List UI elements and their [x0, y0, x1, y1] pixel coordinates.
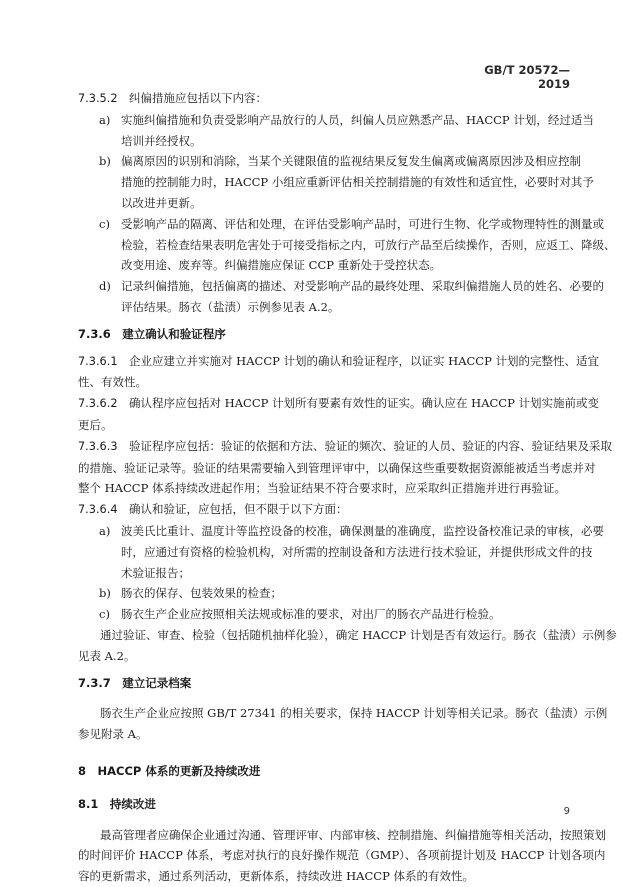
paragraph-line: 见表 A.2。 [78, 648, 136, 663]
list-marker: a) [99, 112, 111, 127]
paragraph-line: 最高管理者应确保企业通过沟通、管理评审、内部审核、控制措施、纠偏措施等相关活动，按照策划 [100, 827, 606, 842]
clause-continuation: 更后。 [78, 417, 113, 432]
chapter-heading-8 [78, 761, 570, 782]
section-heading-7-3-6 [78, 324, 570, 345]
list-item-line: 改变用途、废弃等。纠偏措施应保证 CCP 重新处于受控状态。 [121, 258, 442, 273]
clause-text: 企业应建立并实施对 HACCP 计划的确认和验证程序，以证实 HACCP 计划的完整性、适宜 [129, 353, 599, 368]
clause-text: 确认程序应包括对 HACCP 计划所有要素有效性的证实。确认应在 HACCP 计划实施前或变 [129, 396, 599, 411]
section-title: 持续改进 [109, 796, 156, 811]
list-item-a [78, 110, 594, 152]
section-title: 建立记录档案 [122, 675, 192, 690]
paragraph-line: 的时间评价 HACCP 体系，考虑对执行的良好操作规范（GMP）、各项前提计划及 HACCP 计划各项内 [78, 848, 606, 863]
section-title: HACCP 体系的更新及持续改进 [97, 763, 261, 778]
page-number: 9 [563, 806, 570, 817]
list-marker: a) [99, 523, 111, 538]
clause-text: 验证程序应包括：验证的依据和方法、验证的频次、验证的人员、验证的内容、验证结果及采取 [129, 438, 613, 453]
clause-number: 7.3.6.4 [78, 503, 118, 517]
paragraph-line: 肠衣生产企业应按照 GB/T 27341 的相关要求，保持 HACCP 计划等相关记录。肠衣（盐渍）示例 [100, 706, 608, 721]
list-marker: c) [99, 607, 110, 622]
list-item-line: 时，应通过有资格的检验机构，对所需的控制设备和方法进行技术验证，并提供形成文件的技 [121, 544, 593, 559]
list-marker: b) [99, 154, 111, 169]
section-number: 8.1 [78, 796, 99, 811]
clause-text: 纠偏措施应包括以下内容： [129, 91, 268, 105]
list-item-line: 以改进并更新。 [121, 195, 202, 210]
list-item-line: 记录纠偏措施，包括偏离的描述、对受影响产品的最终处理、采取纠偏措施人员的姓名、必要的 [121, 279, 604, 294]
clause-7-3-6-4 [78, 499, 570, 521]
list-marker: c) [99, 216, 110, 231]
list-item-line: 评估结果。肠衣（盐渍）示例参见表 A.2。 [121, 299, 340, 314]
clause-continuation: 整个 HACCP 体系持续改进起作用；当验证结果不符合要求时，应采取纠正措施并进行再验证。 [78, 481, 566, 496]
clause-continuation: 的措施、验证记录等。验证的结果需要输入到管理评审中，以确保这些重要数据资源能被适当考虑并对 [78, 460, 596, 475]
paragraph-line: 通过验证、审查、检验（包括随机抽样化验），确定 HACCP 计划是否有效运行。肠衣（盐渍）示例参 [100, 627, 617, 642]
section-number: 7.3.6 [78, 326, 111, 341]
section-number: 7.3.7 [78, 675, 111, 690]
paragraph-line: 容的更新需求，通过系列活动，更新体系，持续改进 HACCP 体系的有效性。 [78, 869, 474, 884]
list-item-a [78, 521, 604, 583]
list-item-line: 波美氏比重计、温度计等监控设备的校准，确保测量的准确度，监控设备校准记录的审核，必要 [121, 523, 604, 538]
list-item-line: 肠衣生产企业应按照相关法规或标准的要求，对出厂的肠衣产品进行检验。 [121, 607, 501, 622]
list-item-c [78, 604, 570, 625]
section-heading-8-1 [78, 794, 570, 815]
page-body [78, 88, 617, 887]
list-item-line: 培训并经授权。 [121, 133, 202, 148]
section-heading-7-3-7 [78, 673, 570, 694]
clause-7-3-5-2-intro [78, 88, 570, 110]
clause-continuation: 性、有效性。 [78, 375, 147, 390]
clause-number: 7.3.6.3 [78, 439, 118, 453]
list-item-d [78, 276, 604, 318]
clause-number: 7.3.6.2 [78, 397, 118, 411]
list-marker: d) [99, 279, 111, 294]
list-marker: b) [99, 586, 111, 601]
list-item-line: 偏离原因的识别和消除，当某个关键限值的监视结果反复发生偏离或偏离原因涉及相应控制 [121, 154, 581, 169]
list-item-line: 受影响产品的隔离、评估和处理，在评估受影响产品时，可进行生物、化学或物理特性的测量或 [121, 216, 604, 231]
list-item-b [78, 583, 570, 604]
list-item-line: 检验，若检查结果表明危害处于可接受指标之内，可放行产品至后续操作，否则，应返工、降级、 [121, 237, 616, 252]
list-item-b [78, 151, 594, 213]
section-title: 建立确认和验证程序 [122, 326, 226, 341]
standard-code: GB/T 20572—2019 [484, 63, 570, 91]
clause-7-3-6-3 [78, 436, 613, 458]
section-number: 8 [78, 763, 87, 778]
clause-number: 7.3.6.1 [78, 354, 118, 368]
list-item-line: 术验证报告； [121, 565, 190, 580]
paragraph-line: 参见附录 A。 [78, 727, 148, 742]
list-item-line: 实施纠偏措施和负责受影响产品放行的人员，纠偏人员应熟悉产品、HACCP 计划，经过适当 [121, 112, 594, 127]
list-item-c [78, 214, 616, 276]
clause-7-3-6-1 [78, 351, 599, 373]
clause-7-3-6-2 [78, 393, 599, 415]
clause-number: 7.3.5.2 [78, 92, 118, 105]
list-item-line: 肠衣的保存、包装效果的检查； [121, 586, 282, 601]
list-item-line: 措施的控制能力时，HACCP 小组应重新评估相关控制措施的有效性和适宜性，必要时对其予 [121, 175, 594, 190]
clause-text: 确认和验证，应包括，但不限于以下方面： [129, 502, 348, 517]
